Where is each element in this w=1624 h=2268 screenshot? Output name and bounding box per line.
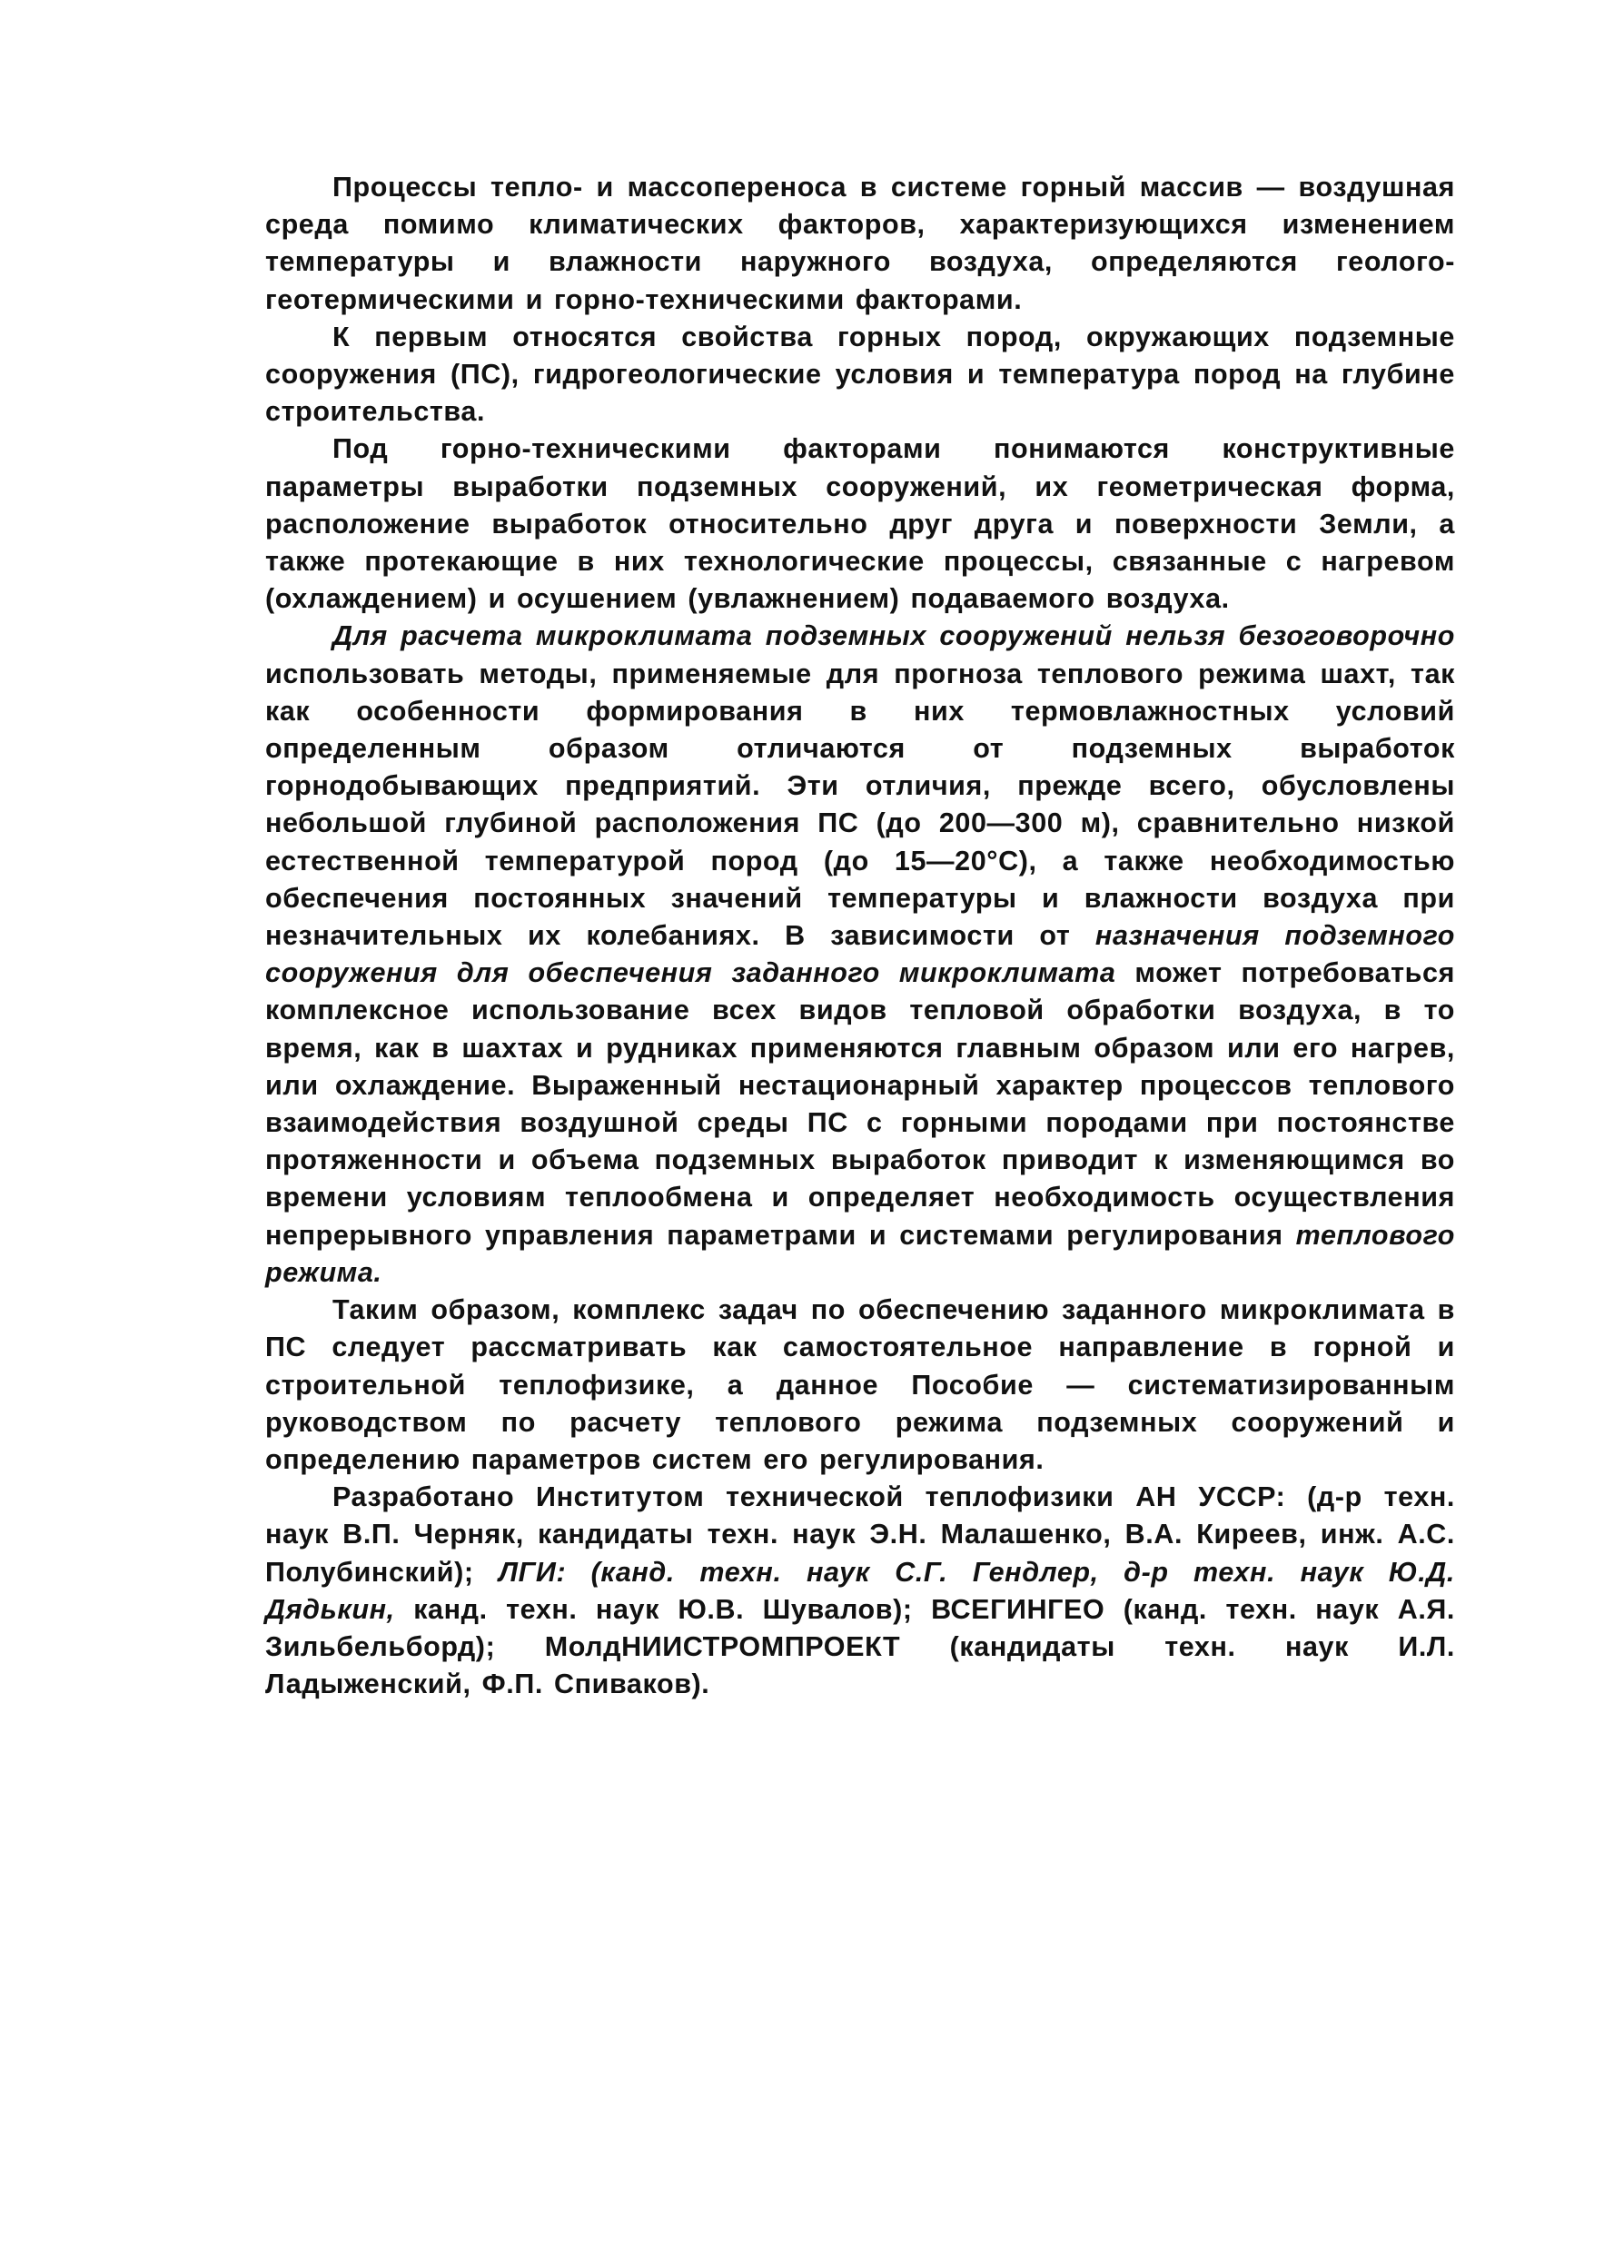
paragraph-text-italic: Для расчета микроклимата подземных сооружений нельзя безоговорочно (332, 620, 1455, 652)
paragraph-microclimate-calculation (265, 618, 1455, 1292)
paragraph-text: использовать методы, применяемые для прогноза теплового режима шахт, так как особенности формирования в них термовлажностных условий определенным образом отличаются от подземных выработок горнодобывающих предприятий. Эти отличия, прежде всего, обусловлены небольшой глубиной расположения ПС (до 200—300 м), сравнительно низкой естественной температурой пород (до 15—20°С), а также необходимостью обеспечения постоянных значений температуры и влажности воздуха при незначительных их колебаниях. В зависимости от (265, 658, 1455, 952)
paragraph-text: канд. техн. наук Ю.В. Шувалов); ВСЕГИНГЕО (канд. техн. наук А.Я. Зильбельборд); МолдНИИСТРОМПРОЕКТ (кандидаты техн. наук И.Л. Ладыженский, Ф.П. Спиваков). (265, 1593, 1455, 1700)
paragraph-conclusion (265, 1292, 1455, 1479)
paragraph-text: Процессы тепло- и массопереноса в системе горный массив — воздушная среда помимо климатических факторов, характеризующихся изменением температуры и влажности наружного воздуха, определяются геолого-геотермическими и горно-техническими факторами. (265, 172, 1455, 315)
paragraph-text-italic: теплового режима. (265, 1219, 1455, 1288)
paragraph-text: Таким образом, комплекс задач по обеспечению заданного микроклимата в ПС следует рассматривать как самостоятельное направление в горной и строительной теплофизике, а данное Пособие — систематизированным руководством по расчету теплового режима подземных сооружений и определению параметров систем его регулирования. (265, 1294, 1455, 1475)
paragraph-text-italic: назначения подземного сооружения для обеспечения заданного микроклимата (265, 920, 1455, 989)
paragraph-text: Разработано Институтом технической теплофизики АН УССР: (д-р техн. наук В.П. Черняк, кандидаты техн. наук Э.Н. Малашенко, В.А. Киреев, инж. А.С. Полубинский); (265, 1481, 1455, 1588)
body-text (265, 169, 1455, 1703)
paragraph-text: может потребоваться комплексное использование всех видов тепловой обработки воздуха, в то время, как в шахтах и рудниках применяются главным образом или его нагрев, или охлаждение. Выраженный нестационарный характер процессов теплового взаимодействия воздушной среды ПС с горными породами при постоянстве протяженности и объема подземных выработок приводит к изменяющимся во времени условиям теплообмена и определяет необходимость осуществления непрерывного управления параметрами и системами регулирования (265, 957, 1455, 1251)
paragraph-mining-technical-factors (265, 431, 1455, 618)
paragraph-text: К первым относятся свойства горных пород, окружающих подземные сооружения (ПС), гидрогеологические условия и температура пород на глубине строительства. (265, 321, 1455, 428)
paragraph-first-factors (265, 319, 1455, 431)
paragraph-authors (265, 1479, 1455, 1703)
paragraph-processes (265, 169, 1455, 319)
paragraph-text: Под горно-техническими факторами понимаются конструктивные параметры выработки подземных сооружений, их геометрическая форма, расположение выработок относительно друг друга и поверхности Земли, а также протекающие в них технологические процессы, связанные с нагревом (охлаждением) и осушением (увлажнением) подаваемого воздуха. (265, 433, 1455, 615)
paragraph-text-italic: ЛГИ: (канд. техн. наук С.Г. Гендлер, д-р техн. наук Ю.Д. Дядькин, (265, 1556, 1455, 1625)
